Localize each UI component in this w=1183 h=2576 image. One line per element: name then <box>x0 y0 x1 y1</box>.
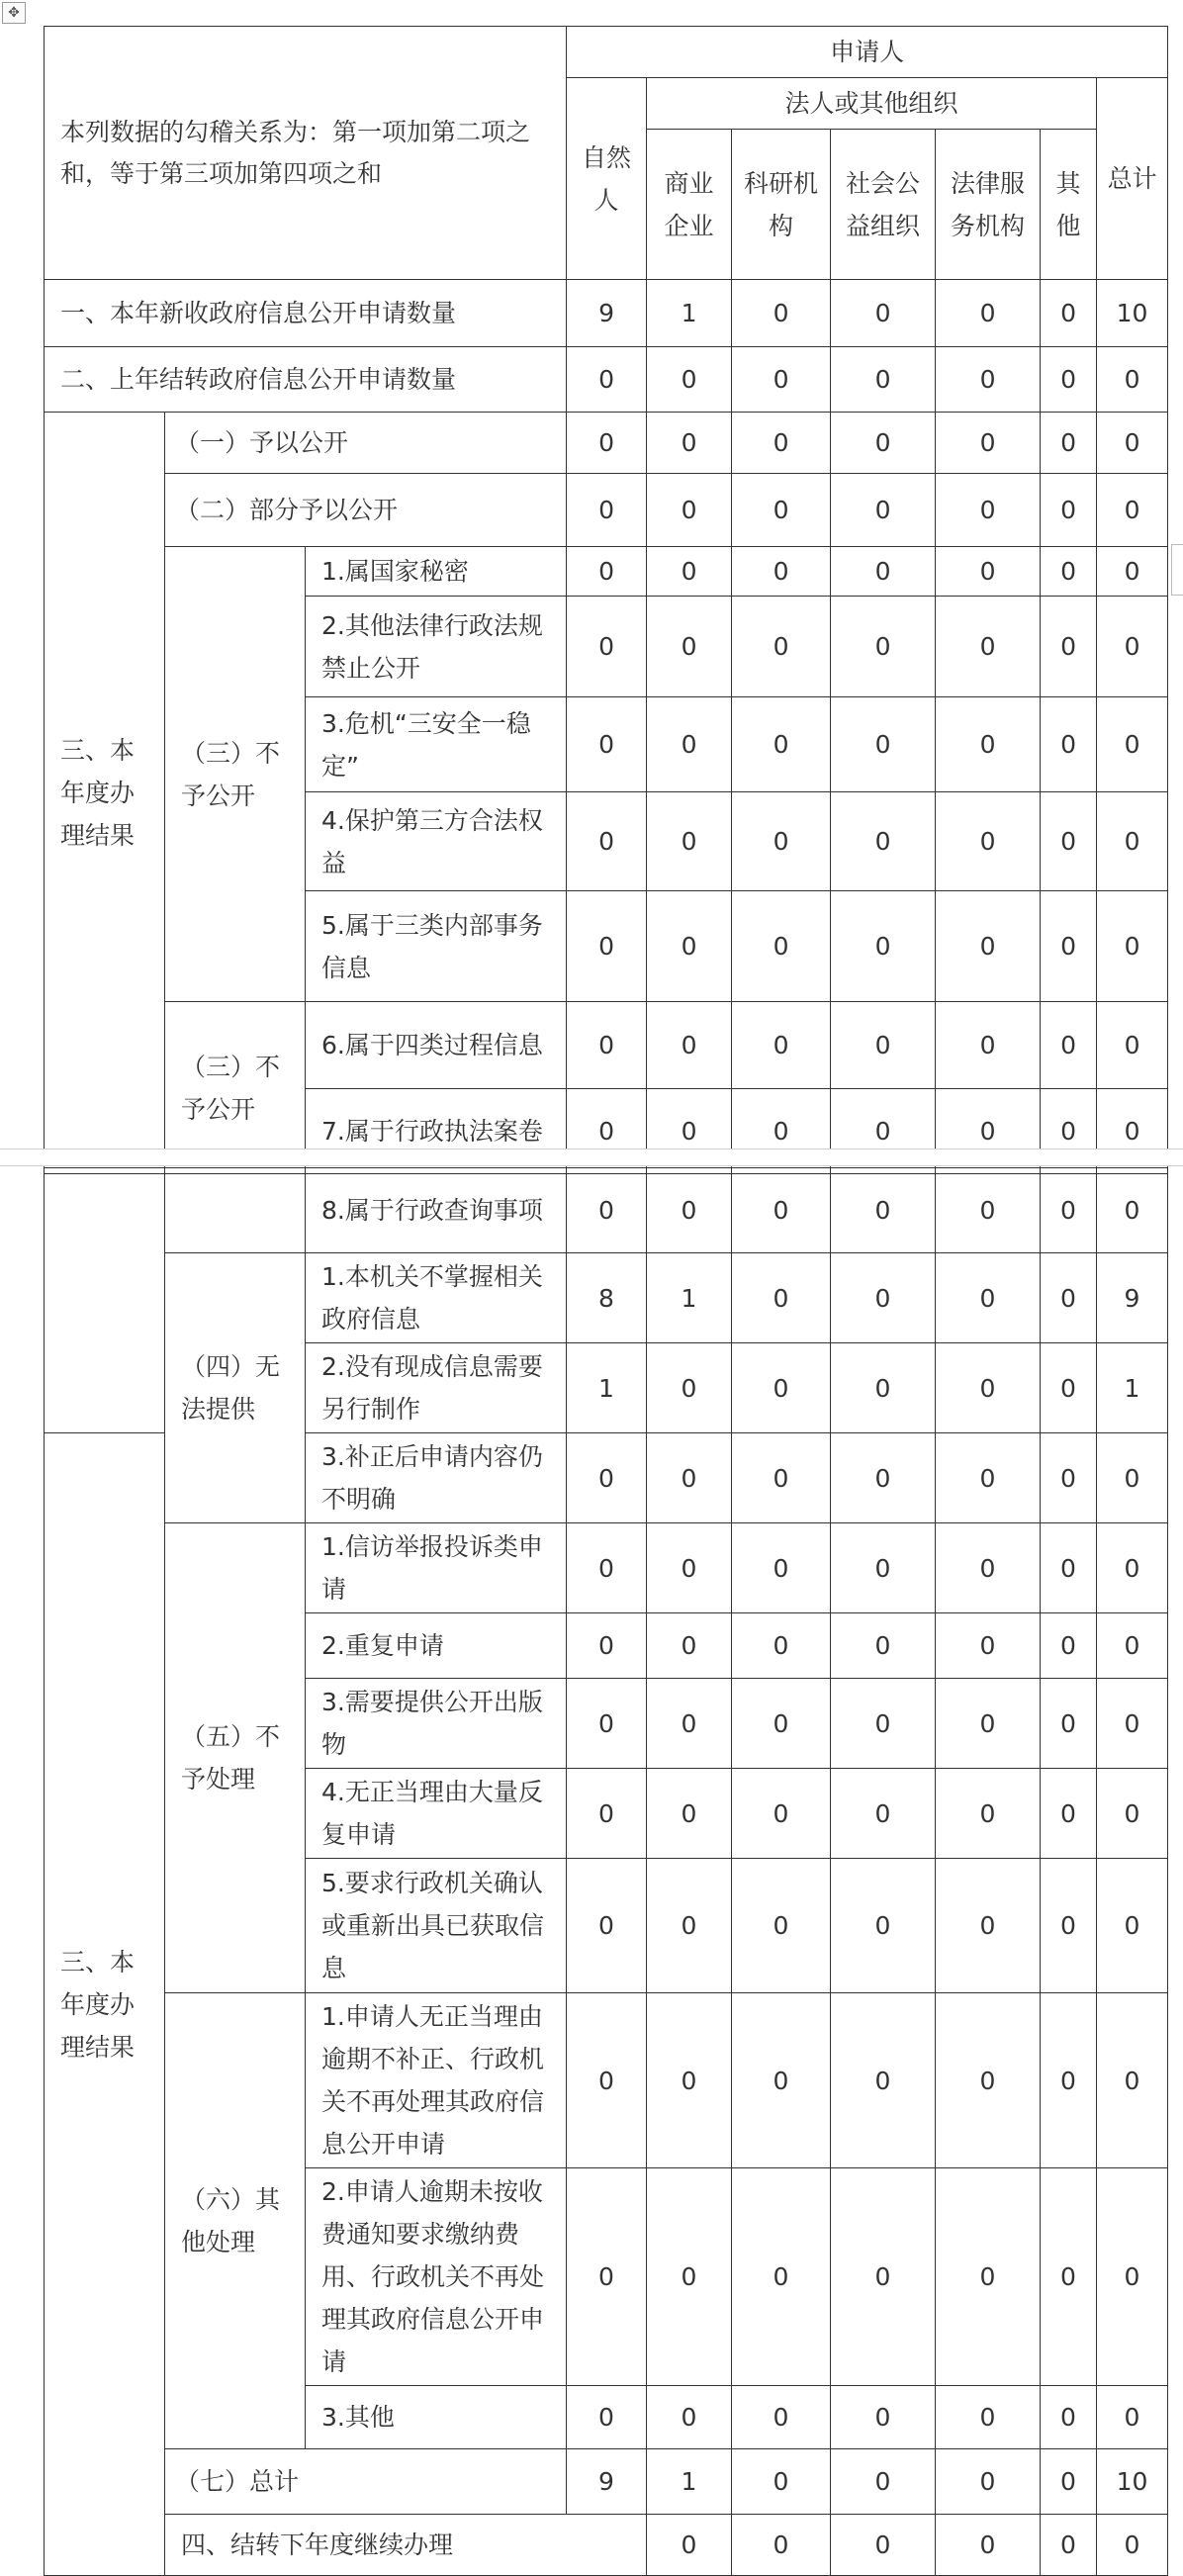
cell-value: 0 <box>1097 547 1168 597</box>
header-commercial: 商业企业 <box>647 130 732 280</box>
row-label: 3.补正后申请内容仍不明确 <box>306 1433 567 1523</box>
cell-value: 0 <box>831 347 936 413</box>
cell-value: 0 <box>831 474 936 547</box>
cell-value: 0 <box>936 1679 1041 1769</box>
table-row <box>45 347 1168 413</box>
cell-value: 0 <box>732 2386 831 2449</box>
cell-value: 0 <box>732 347 831 413</box>
cell-value: 0 <box>936 1089 1041 1174</box>
cell-value: 0 <box>567 792 647 891</box>
cell-value: 0 <box>732 597 831 697</box>
cell-value: 0 <box>1097 474 1168 547</box>
cell-value: 0 <box>831 547 936 597</box>
cell-value: 0 <box>936 1859 1041 1993</box>
cell-value: 0 <box>831 1769 936 1859</box>
cell-value: 0 <box>567 1859 647 1993</box>
cell-value: 0 <box>1097 1613 1168 1679</box>
table-row <box>45 280 1168 347</box>
cell-value: 0 <box>647 597 732 697</box>
cell-value: 0 <box>831 1253 936 1343</box>
cell-value: 0 <box>567 1089 647 1174</box>
cell-value: 0 <box>647 697 732 792</box>
cell-value: 1 <box>567 1343 647 1433</box>
cell-value: 0 <box>732 1859 831 1993</box>
sub-section-4-label: （四）无法提供 <box>165 1253 306 1523</box>
cell-value: 0 <box>567 347 647 413</box>
cell-value: 0 <box>567 413 647 474</box>
table-part-2 <box>44 1167 1168 2576</box>
cell-value: 0 <box>567 1168 647 1253</box>
table-row <box>45 1002 1168 1089</box>
cell-value: 0 <box>1041 1993 1097 2168</box>
cell-value: 0 <box>1041 1613 1097 1679</box>
cell-value: 0 <box>831 2168 936 2386</box>
cell-value: 9 <box>567 280 647 347</box>
cell-value: 0 <box>1041 2386 1097 2449</box>
cell-value: 0 <box>936 474 1041 547</box>
cell-value: 0 <box>936 1769 1041 1859</box>
sub-section-6-label: （六）其他处理 <box>165 1993 306 2449</box>
cell-value: 0 <box>1097 1769 1168 1859</box>
header-note: 本列数据的勾稽关系为：第一项加第二项之和，等于第三项加第四项之和 <box>45 27 567 280</box>
table-row <box>45 413 1168 474</box>
table-row <box>45 547 1168 597</box>
cell-value: 0 <box>647 1343 732 1433</box>
cell-value: 0 <box>647 1613 732 1679</box>
cell-value: 0 <box>567 2168 647 2386</box>
sub-section-3-label-repeat: （三）不予公开 <box>165 1002 306 1174</box>
cell-value: 0 <box>732 2168 831 2386</box>
cell-value: 0 <box>831 1433 936 1523</box>
cell-value: 0 <box>936 1343 1041 1433</box>
cell-value: 0 <box>567 1613 647 1679</box>
cell-value: 0 <box>831 1002 936 1089</box>
cell-value: 1 <box>1097 1343 1168 1433</box>
cell-value: 0 <box>831 2449 936 2515</box>
cell-value: 0 <box>647 792 732 891</box>
row-label: （七）总计 <box>165 2449 567 2515</box>
cell-value: 0 <box>1041 1253 1097 1343</box>
cell-value: 0 <box>1041 1089 1097 1174</box>
cell-value: 0 <box>732 474 831 547</box>
cell-value: 0 <box>831 792 936 891</box>
row-label: 1.本机关不掌握相关政府信息 <box>306 1253 567 1343</box>
row-label: 8.属于行政查询事项 <box>306 1168 567 1253</box>
cell-value: 0 <box>1041 1859 1097 1993</box>
row-label: 6.属于四类过程信息 <box>306 1002 567 1089</box>
table-part-1 <box>44 26 1168 1174</box>
row-label: 1.属国家秘密 <box>306 547 567 597</box>
cell-value: 1 <box>647 1253 732 1343</box>
cell-value: 0 <box>831 697 936 792</box>
cell-value: 0 <box>936 1002 1041 1089</box>
row-label: 2.重复申请 <box>306 1613 567 1679</box>
cell-value: 0 <box>647 347 732 413</box>
cell-value: 0 <box>1041 2515 1097 2576</box>
cell-value: 0 <box>936 2386 1041 2449</box>
page-break <box>0 1149 1183 1166</box>
sub-section-3-label: （三）不予公开 <box>165 547 306 1002</box>
cell-value: 0 <box>831 280 936 347</box>
cell-value: 0 <box>732 1523 831 1613</box>
cell-value: 0 <box>567 1523 647 1613</box>
row-label: 2.其他法律行政法规禁止公开 <box>306 597 567 697</box>
cell-value: 0 <box>831 1679 936 1769</box>
cell-value: 0 <box>647 1002 732 1089</box>
header-legal-service: 法律服务机构 <box>936 130 1041 280</box>
cell-value: 0 <box>936 1253 1041 1343</box>
table-row <box>45 1253 1168 1343</box>
cell-value: 0 <box>936 1433 1041 1523</box>
cell-value: 0 <box>1041 547 1097 597</box>
cell-value: 0 <box>732 792 831 891</box>
cell-value: 8 <box>567 1253 647 1343</box>
row-label: 5.属于三类内部事务信息 <box>306 891 567 1002</box>
row-label: 3.其他 <box>306 2386 567 2449</box>
row-label: 二、上年结转政府信息公开申请数量 <box>45 347 567 413</box>
cell-value: 0 <box>647 1769 732 1859</box>
cell-value: 0 <box>936 2168 1041 2386</box>
cell-value: 0 <box>647 2386 732 2449</box>
cell-value: 0 <box>647 2515 732 2576</box>
cell-value: 0 <box>831 891 936 1002</box>
cell-value: 0 <box>1097 413 1168 474</box>
row-label: （二）部分予以公开 <box>165 474 567 547</box>
header-other: 其他 <box>1041 130 1097 280</box>
header-natural-person: 自然人 <box>567 78 647 280</box>
cell-value: 0 <box>1041 280 1097 347</box>
section-3-label-repeat: 三、本年度办理结果 <box>45 1433 165 2576</box>
cell-value: 0 <box>936 697 1041 792</box>
cell-value: 0 <box>567 1993 647 2168</box>
cell-value: 0 <box>732 413 831 474</box>
cell-value: 0 <box>936 347 1041 413</box>
cell-value: 0 <box>1041 2449 1097 2515</box>
cell-value: 0 <box>647 891 732 1002</box>
cell-value: 0 <box>936 2449 1041 2515</box>
move-cross-icon[interactable]: ✥ <box>2 2 26 24</box>
cell-value: 0 <box>732 1769 831 1859</box>
cell-value: 0 <box>1097 1679 1168 1769</box>
cell-value: 0 <box>1097 891 1168 1002</box>
cell-value: 0 <box>1097 2515 1168 2576</box>
cell-value: 0 <box>567 891 647 1002</box>
cell-value: 0 <box>936 597 1041 697</box>
cell-value: 0 <box>1097 1523 1168 1613</box>
section-3-label: 三、本年度办理结果 <box>45 413 165 1174</box>
cell-value: 0 <box>936 1993 1041 2168</box>
cell-value: 0 <box>936 413 1041 474</box>
row-label: 7.属于行政执法案卷 <box>306 1089 567 1174</box>
cell-value: 0 <box>567 697 647 792</box>
cell-value: 0 <box>1097 2386 1168 2449</box>
cell-value: 0 <box>1041 1769 1097 1859</box>
cell-value: 0 <box>831 1523 936 1613</box>
cell-value: 0 <box>831 1168 936 1253</box>
cell-value: 0 <box>1041 2168 1097 2386</box>
sub-section-3-continued-cell <box>165 1168 306 1253</box>
cell-value: 0 <box>1041 792 1097 891</box>
row-label: 2.没有现成信息需要另行制作 <box>306 1343 567 1433</box>
cell-value: 10 <box>1097 280 1168 347</box>
cell-value: 0 <box>1097 1002 1168 1089</box>
table-row <box>45 1523 1168 1613</box>
cell-value: 0 <box>732 1168 831 1253</box>
cell-value: 0 <box>1041 1343 1097 1433</box>
cell-value: 0 <box>1097 1433 1168 1523</box>
cell-value: 0 <box>936 547 1041 597</box>
cell-value: 0 <box>1041 1002 1097 1089</box>
section-3-continued-cell <box>45 1168 165 1433</box>
row-label: 一、本年新收政府信息公开申请数量 <box>45 280 567 347</box>
cell-value: 0 <box>647 1168 732 1253</box>
cell-value: 0 <box>831 1859 936 1993</box>
table-row <box>45 2449 1168 2515</box>
cell-value: 0 <box>1041 1523 1097 1613</box>
cell-value: 0 <box>732 1993 831 2168</box>
cell-value: 0 <box>1041 1433 1097 1523</box>
header-legal-group: 法人或其他组织 <box>647 78 1097 130</box>
table-row <box>45 474 1168 547</box>
cell-value: 0 <box>936 891 1041 1002</box>
cell-value: 0 <box>647 2168 732 2386</box>
cell-value: 0 <box>1097 1089 1168 1174</box>
header-applicant: 申请人 <box>567 27 1168 78</box>
cell-value: 0 <box>647 1679 732 1769</box>
side-margin-marker <box>1171 544 1183 596</box>
cell-value: 0 <box>567 1679 647 1769</box>
cell-value: 0 <box>831 1089 936 1174</box>
cell-value: 0 <box>936 280 1041 347</box>
table-row <box>45 1168 1168 1253</box>
cell-value: 0 <box>567 547 647 597</box>
cell-value: 0 <box>1097 1993 1168 2168</box>
row-label: 四、结转下年度继续办理 <box>165 2515 647 2576</box>
row-label: 2.申请人逾期未按收费通知要求缴纳费用、行政机关不再处理其政府信息公开申请 <box>306 2168 567 2386</box>
cell-value: 0 <box>732 1679 831 1769</box>
cell-value: 0 <box>1041 597 1097 697</box>
cell-value: 0 <box>936 792 1041 891</box>
cell-value: 0 <box>831 2515 936 2576</box>
cell-value: 0 <box>567 2386 647 2449</box>
cell-value: 0 <box>1041 413 1097 474</box>
cell-value: 9 <box>567 2449 647 2515</box>
row-label: 1.申请人无正当理由逾期不补正、行政机关不再处理其政府信息公开申请 <box>306 1993 567 2168</box>
cell-value: 0 <box>831 1993 936 2168</box>
cell-value: 0 <box>732 1253 831 1343</box>
header-research: 科研机构 <box>732 130 831 280</box>
cell-value: 0 <box>647 547 732 597</box>
cell-value: 0 <box>567 474 647 547</box>
cell-value: 0 <box>831 597 936 697</box>
cell-value: 0 <box>1041 891 1097 1002</box>
cell-value: 0 <box>647 413 732 474</box>
table-row <box>45 1993 1168 2168</box>
cell-value: 0 <box>1097 1168 1168 1253</box>
row-label: 1.信访举报投诉类申请 <box>306 1523 567 1613</box>
header-total: 总计 <box>1097 78 1168 280</box>
cell-value: 0 <box>647 474 732 547</box>
cell-value: 0 <box>1041 1168 1097 1253</box>
cell-value: 0 <box>647 1433 732 1523</box>
cell-value: 0 <box>936 1168 1041 1253</box>
table-row <box>45 2515 1168 2576</box>
cell-value: 0 <box>567 1433 647 1523</box>
cell-value: 0 <box>647 1089 732 1174</box>
cell-value: 0 <box>732 1002 831 1089</box>
cell-value: 0 <box>647 1993 732 2168</box>
row-label: 3.危机“三安全一稳定” <box>306 697 567 792</box>
cell-value: 1 <box>647 2449 732 2515</box>
cell-value: 0 <box>1097 347 1168 413</box>
cell-value: 0 <box>1097 597 1168 697</box>
cell-value: 0 <box>1097 1859 1168 1993</box>
cell-value: 0 <box>936 1613 1041 1679</box>
cell-value: 0 <box>1041 347 1097 413</box>
cell-value: 0 <box>732 891 831 1002</box>
row-label: 5.要求行政机关确认或重新出具已获取信息 <box>306 1859 567 1993</box>
cell-value: 0 <box>1097 792 1168 891</box>
cell-value: 0 <box>1041 474 1097 547</box>
row-label: 3.需要提供公开出版物 <box>306 1679 567 1769</box>
cell-value: 0 <box>732 547 831 597</box>
cell-value: 1 <box>647 280 732 347</box>
cell-value: 0 <box>936 2515 1041 2576</box>
cell-value: 0 <box>732 280 831 347</box>
cell-value: 0 <box>647 1859 732 1993</box>
row-label: 4.无正当理由大量反复申请 <box>306 1769 567 1859</box>
cell-value: 0 <box>1097 697 1168 792</box>
sub-section-5-label: （五）不予处理 <box>165 1523 306 1993</box>
cell-value: 10 <box>1097 2449 1168 2515</box>
cell-value: 0 <box>1097 2168 1168 2386</box>
header-social: 社会公益组织 <box>831 130 936 280</box>
cell-value: 0 <box>831 413 936 474</box>
cell-value: 0 <box>732 1613 831 1679</box>
cell-value: 0 <box>732 2515 831 2576</box>
cell-value: 0 <box>1041 697 1097 792</box>
cell-value: 9 <box>1097 1253 1168 1343</box>
row-label: （一）予以公开 <box>165 413 567 474</box>
cell-value: 0 <box>732 697 831 792</box>
cell-value: 0 <box>1041 1679 1097 1769</box>
cell-value: 0 <box>831 2386 936 2449</box>
cell-value: 0 <box>732 1433 831 1523</box>
cell-value: 0 <box>831 1613 936 1679</box>
cell-value: 0 <box>647 1523 732 1613</box>
cell-value: 0 <box>831 1343 936 1433</box>
cell-value: 0 <box>936 1523 1041 1613</box>
cell-value: 0 <box>732 1089 831 1174</box>
cell-value: 0 <box>567 1002 647 1089</box>
cell-value: 0 <box>732 2449 831 2515</box>
cell-value: 0 <box>567 597 647 697</box>
row-label: 4.保护第三方合法权益 <box>306 792 567 891</box>
cell-value: 0 <box>567 1769 647 1859</box>
cell-value: 0 <box>732 1343 831 1433</box>
